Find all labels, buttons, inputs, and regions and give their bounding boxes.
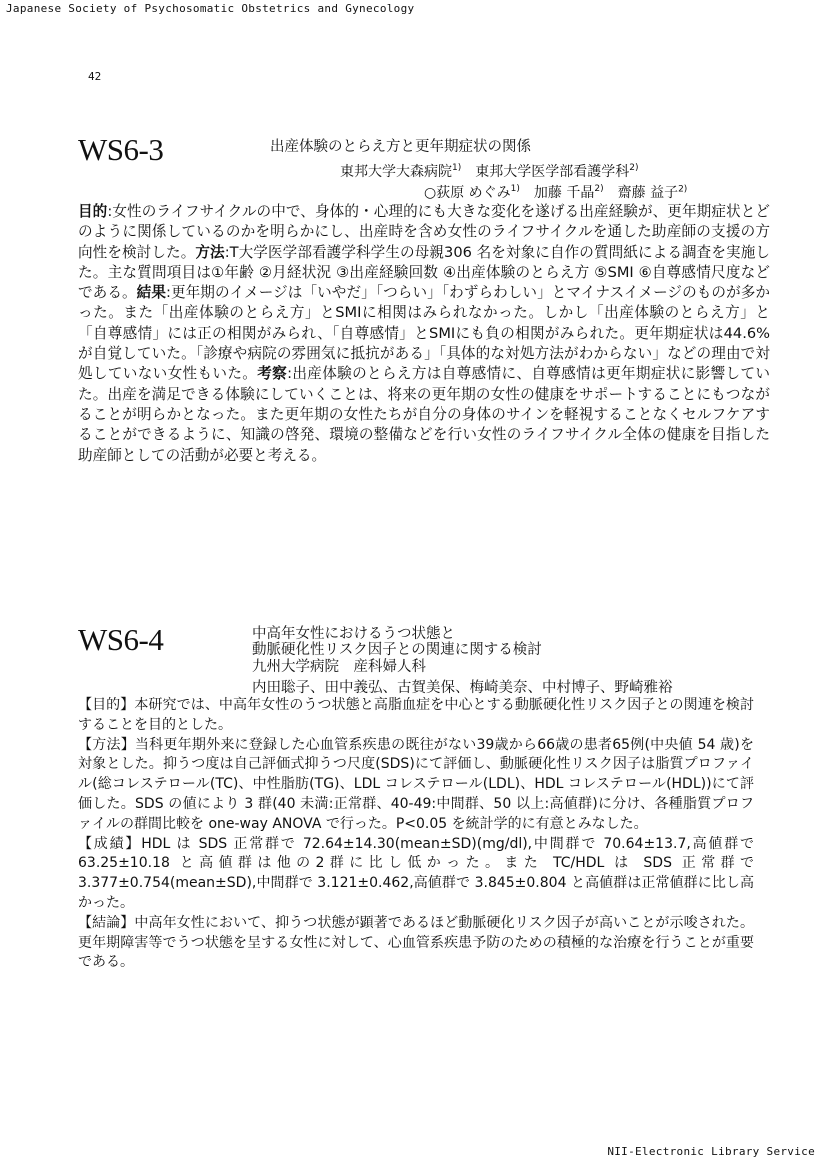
ws64-title-line2: 動脈硬化性リスク因子との関連に関する検討 xyxy=(252,642,542,658)
ws63-id: WS6-3 xyxy=(78,132,164,167)
ws63-affil-1: 東邦大学大森病院 xyxy=(340,164,452,180)
ws63-affiliations: 東邦大学大森病院$^{1)}$ 東邦大学医学部看護学科$^{2)}$ xyxy=(340,163,639,180)
ws63-title: 出産体験のとらえ方と更年期症状の関係 xyxy=(270,139,531,155)
ws64-conclusion: 【結論】中高年女性において、抑うつ状態が顕著であるほど動脈硬化リスク因子が高いことが示唆された。更年期障害等でうつ状態を呈する女性に対して、心血管系疾患予防のための積極的な治療を行うことが重要である。 xyxy=(78,914,754,971)
ws63-authors: ○荻原 めぐみ$^{1)}$ 加藤 千晶$^{2)}$ 齋藤 益子$^{2)}$ xyxy=(424,184,688,201)
ws64-affiliation: 九州大学病院 産科婦人科 xyxy=(252,659,426,675)
ws63-aim-text: :女性のライフサイクルの中で、身体的・心理的にも大きな変化を遂げる出産経験が、更年期症状とどのように関係しているのかを明らかにし、出産時を含め女性のライフサイクルを通した助産師の支援の方向性を検討した。 xyxy=(78,203,770,261)
page-number: 42 xyxy=(88,70,102,83)
ws63-abstract xyxy=(78,202,770,466)
ws63-discussion-text: :出産体験のとらえ方は自尊感情に、自尊感情は更年期症状に影響していた。出産を満足できる体験にしていくことは、将来の更年期の女性の健康をサポートすることにもつながることが明らかとなった。また更年期の女性たちが自分の身体のサインを軽視することなくセルフケアすることができるように、知識の啓発、環境の整備などを行い女性のライフサイクル全体の健康を目指した助産師としての活動が必要と考える。 xyxy=(78,365,770,464)
ws64-method: 【方法】当科更年期外来に登録した心血管系疾患の既往がない39歳から66歳の患者65例(中央値 54 歳)を対象とした。抑うつ度は自己評価式抑うつ尺度(SDS)にて評価し、動脈硬化性リスク因子は脂質プロファイル(総コレステロール(TC)、中性脂肪(TG)、LDL コレステロール(LDL)、HDL コレステロール(HDL))にて評価した。SDS の値により 3 群(40 未満:正常群、40-49:中間群、50 以上:高値群)に分け、各種脂質プロファイルの群間比較を one-way ANOVA で行った。P<0.05 を統計学的に有意とみなした。 xyxy=(78,736,754,832)
ws64-result: 【成績】HDL は SDS 正常群で 72.64±14.30(mean±SD)(mg/dl),中間群で 70.64±13.7,高値群で63.25±10.18 と高値群は他の2群に比し低かった。また TC/HDL は SDS 正常群で 3.377±0.754(mean±SD),中間群で 3.121±0.462,高値群で 3.845±0.804 と高値群は正常値群に比し高かった。 xyxy=(78,835,754,911)
ws63-author-3: 齋藤 益子 xyxy=(617,185,679,201)
ws64-abstract xyxy=(78,696,754,973)
ws64-authors: 内田聡子、田中義弘、古賀美保、梅崎美奈、中村博子、野崎雅裕 xyxy=(252,680,673,696)
ws64-title-line1: 中高年女性におけるうつ状態と xyxy=(252,626,455,642)
ws63-result-label: 結果 xyxy=(136,284,166,302)
journal-header: Japanese Society of Psychosomatic Obstetrics and Gynecology xyxy=(6,2,415,15)
footer-service: NII-Electronic Library Service xyxy=(607,1145,815,1158)
ws63-author-1: ○荻原 めぐみ xyxy=(424,185,511,201)
ws63-author-2: 加藤 千晶 xyxy=(533,185,595,201)
ws63-method-label: 方法 xyxy=(195,243,225,261)
ws63-result-text: :更年期のイメージは「いやだ」「つらい」「わずらわしい」とマイナスイメージのものが多かった。また「出産体験のとらえ方」とSMIに相関はみられなかった。しかし「出産体験のとらえ方」と「自尊感情」には正の相関がみられ、「自尊感情」とSMIにも負の相関がみられた。更年期症状は44.6%が自覚していた。「診療や病院の雰囲気に抵抗がある」「具体的な対処方法がわからない」などの理由で対処していない女性もいた。 xyxy=(78,284,770,383)
ws63-method-text: :T大学医学部看護学科学生の母親306 名を対象に自作の質問紙による調査を実施した。主な質問項目は①年齢 ②月経状況 ③出産経験回数 ④出産体験のとらえ方 ⑤SMI ⑥自尊感情尺度などである。 xyxy=(78,243,770,302)
ws64-aim: 【目的】本研究では、中高年女性のうつ状態と高脂血症を中心とする動脈硬化性リスク因子との関連を検討することを目的とした。 xyxy=(78,697,754,733)
ws64-id: WS6-4 xyxy=(78,622,164,657)
ws63-discussion-label: 考察 xyxy=(257,365,288,383)
ws63-aim-label: 目的 xyxy=(78,203,108,220)
ws63-affil-2: 東邦大学医学部看護学科 xyxy=(475,164,630,180)
